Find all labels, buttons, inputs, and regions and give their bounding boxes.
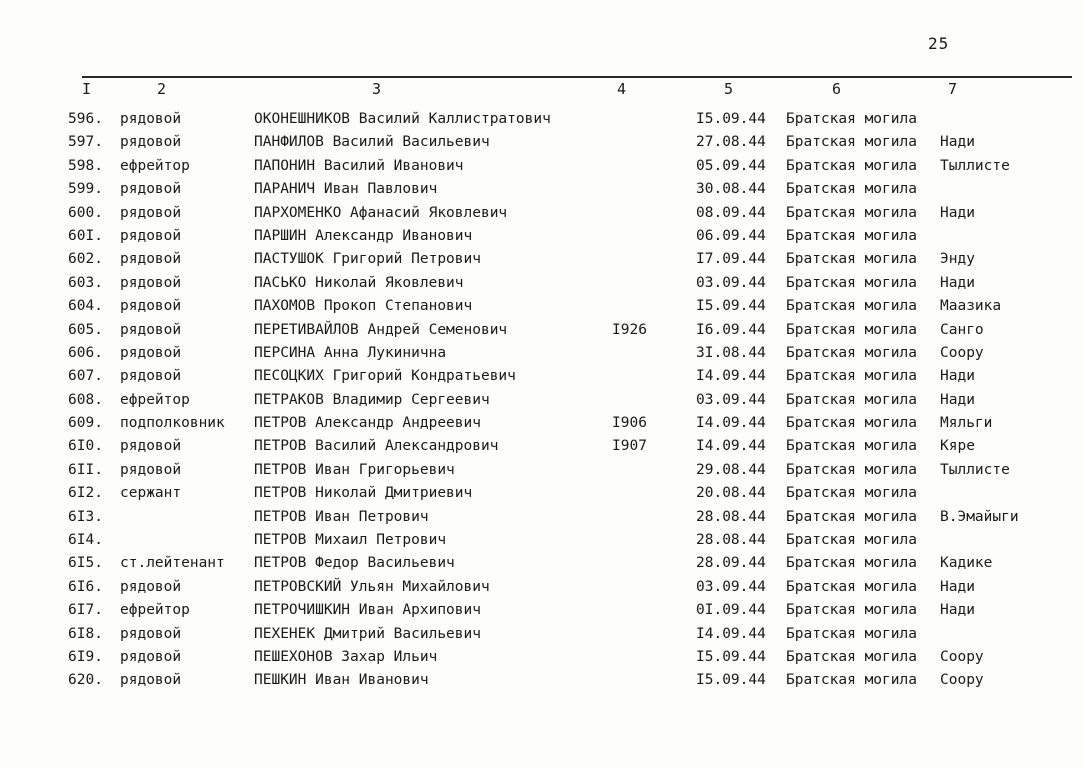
record-burial-place: Нади	[940, 368, 975, 385]
record-name: ПЕШЕХОНОВ Захар Ильич	[254, 648, 438, 665]
record-rank: ефрейтор	[120, 391, 190, 408]
record-rank: рядовой	[120, 672, 182, 689]
record-burial-type: Братская могила	[786, 672, 917, 689]
record-death-date: 03.09.44	[696, 391, 766, 408]
record-burial-place: Соору	[940, 344, 984, 361]
record-burial-type: Братская могила	[786, 485, 917, 502]
table-row	[0, 365, 1083, 388]
table-row	[0, 342, 1083, 365]
column-header-4: 4	[617, 80, 627, 98]
table-row	[0, 319, 1083, 342]
record-burial-type: Братская могила	[786, 134, 917, 151]
record-burial-type: Братская могила	[786, 532, 917, 549]
record-burial-place: Санго	[940, 321, 984, 338]
record-burial-place: Тыллисте	[940, 157, 1010, 174]
record-number: 6I7.	[68, 602, 103, 619]
record-burial-type: Братская могила	[786, 461, 917, 478]
record-burial-place: Соору	[940, 648, 984, 665]
record-rank: рядовой	[120, 648, 182, 665]
record-number: 602.	[68, 251, 103, 268]
record-rank: рядовой	[120, 578, 182, 595]
table-row	[0, 529, 1083, 552]
record-burial-type: Братская могила	[786, 204, 917, 221]
record-name: ПЕТРАКОВ Владимир Сергеевич	[254, 391, 490, 408]
record-death-date: I5.09.44	[696, 672, 766, 689]
record-burial-type: Братская могила	[786, 111, 917, 127]
record-rank: ефрейтор	[120, 157, 190, 174]
record-rank: рядовой	[120, 274, 182, 291]
record-number: 608.	[68, 391, 103, 408]
record-birth-year: I907	[612, 438, 647, 455]
record-rank: рядовой	[120, 298, 182, 315]
table-row	[0, 506, 1083, 529]
table-row	[0, 131, 1083, 154]
record-burial-place: Соору	[940, 672, 984, 689]
record-rank: рядовой	[120, 368, 182, 385]
record-death-date: I4.09.44	[696, 438, 766, 455]
record-name: ПЕШКИН Иван Иванович	[254, 672, 429, 689]
record-number: 620.	[68, 672, 103, 689]
record-burial-place: Нади	[940, 391, 975, 408]
record-death-date: I4.09.44	[696, 415, 766, 432]
record-burial-type: Братская могила	[786, 368, 917, 385]
record-number: 6I2.	[68, 485, 103, 502]
record-death-date: 28.08.44	[696, 508, 766, 525]
record-rank: рядовой	[120, 461, 182, 478]
record-burial-type: Братская могила	[786, 344, 917, 361]
record-burial-type: Братская могила	[786, 578, 917, 595]
record-death-date: I4.09.44	[696, 368, 766, 385]
record-death-date: 05.09.44	[696, 157, 766, 174]
table-row	[0, 669, 1083, 692]
table-row	[0, 248, 1083, 271]
record-name: ПЕТРОВ Федор Васильевич	[254, 555, 455, 572]
record-number: 6II.	[68, 461, 103, 478]
record-burial-place: Нади	[940, 578, 975, 595]
record-name: ПЕТРОВСКИЙ Ульян Михайлович	[254, 578, 490, 595]
record-name: ПЕТРОВ Иван Петрович	[254, 508, 429, 525]
column-header-1: I	[82, 80, 92, 98]
record-number: 6I5.	[68, 555, 103, 572]
record-rank: ефрейтор	[120, 602, 190, 619]
record-name: ПАНФИЛОВ Василий Васильевич	[254, 134, 490, 151]
record-name: ПАСТУШОК Григорий Петрович	[254, 251, 481, 268]
record-rank: рядовой	[120, 134, 182, 151]
record-name: ОКОНЕШНИКОВ Василий Каллистратович	[254, 111, 551, 127]
table-row	[0, 202, 1083, 225]
record-rank: рядовой	[120, 344, 182, 361]
record-death-date: I4.09.44	[696, 625, 766, 642]
record-burial-place: Нади	[940, 204, 975, 221]
record-death-date: 06.09.44	[696, 227, 766, 244]
record-death-date: 3I.08.44	[696, 344, 766, 361]
records-list	[0, 108, 1083, 693]
record-death-date: I5.09.44	[696, 648, 766, 665]
table-row	[0, 155, 1083, 178]
record-burial-type: Братская могила	[786, 415, 917, 432]
record-burial-place: Нади	[940, 274, 975, 291]
record-rank: рядовой	[120, 111, 182, 127]
column-header-3: 3	[372, 80, 382, 98]
record-death-date: 03.09.44	[696, 274, 766, 291]
record-number: 603.	[68, 274, 103, 291]
table-row	[0, 623, 1083, 646]
record-burial-place: Кяре	[940, 438, 975, 455]
column-header-7: 7	[948, 80, 958, 98]
record-name: ПЕТРОЧИШКИН Иван Архипович	[254, 602, 481, 619]
record-burial-type: Братская могила	[786, 298, 917, 315]
record-name: ПАПОНИН Василий Иванович	[254, 157, 464, 174]
record-burial-type: Братская могила	[786, 438, 917, 455]
table-row	[0, 389, 1083, 412]
record-burial-place: Кадике	[940, 555, 993, 572]
record-name: ПАХОМОВ Прокоп Степанович	[254, 298, 473, 315]
record-name: ПАСЬКО Николай Яковлевич	[254, 274, 464, 291]
table-row	[0, 599, 1083, 622]
table-row	[0, 576, 1083, 599]
record-death-date: 0I.09.44	[696, 602, 766, 619]
table-row	[0, 412, 1083, 435]
record-number: 6I9.	[68, 648, 103, 665]
record-number: 607.	[68, 368, 103, 385]
table-row	[0, 482, 1083, 505]
record-name: ПАРХОМЕНКО Афанасий Яковлевич	[254, 204, 508, 221]
record-burial-type: Братская могила	[786, 391, 917, 408]
table-row	[0, 225, 1083, 248]
record-rank: рядовой	[120, 251, 182, 268]
record-number: 598.	[68, 157, 103, 174]
record-rank: рядовой	[120, 181, 182, 198]
record-number: 609.	[68, 415, 103, 432]
record-name: ПАРШИН Александр Иванович	[254, 227, 473, 244]
record-rank: рядовой	[120, 227, 182, 244]
column-header-5: 5	[724, 80, 734, 98]
record-burial-place: В.Эмайыги	[940, 508, 1019, 525]
record-number: 6I8.	[68, 625, 103, 642]
record-name: ПЕТРОВ Михаил Петрович	[254, 532, 447, 549]
column-header-6: 6	[832, 80, 842, 98]
table-row	[0, 295, 1083, 318]
record-rank: сержант	[120, 485, 182, 502]
table-row	[0, 178, 1083, 201]
record-name: ПЕРЕТИВАЙЛОВ Андрей Семенович	[254, 321, 508, 338]
record-death-date: I5.09.44	[696, 111, 766, 127]
record-burial-place: Мяльги	[940, 415, 993, 432]
record-rank: рядовой	[120, 438, 182, 455]
record-death-date: 27.08.44	[696, 134, 766, 151]
record-number: 60I.	[68, 227, 103, 244]
record-burial-place: Тыллисте	[940, 461, 1010, 478]
table-row	[0, 435, 1083, 458]
record-number: 597.	[68, 134, 103, 151]
record-burial-place: Нади	[940, 602, 975, 619]
record-death-date: 30.08.44	[696, 181, 766, 198]
header-rule	[82, 76, 1072, 78]
record-rank: рядовой	[120, 625, 182, 642]
record-death-date: 20.08.44	[696, 485, 766, 502]
page-number: 25	[928, 34, 950, 53]
record-rank: рядовой	[120, 204, 182, 221]
record-burial-type: Братская могила	[786, 181, 917, 198]
record-number: 604.	[68, 298, 103, 315]
table-row	[0, 646, 1083, 669]
record-death-date: I5.09.44	[696, 298, 766, 315]
record-burial-type: Братская могила	[786, 602, 917, 619]
record-number: 599.	[68, 181, 103, 198]
table-row	[0, 108, 1083, 131]
record-number: 600.	[68, 204, 103, 221]
record-name: ПЕРСИНА Анна Лукинична	[254, 344, 447, 361]
record-number: 6I4.	[68, 532, 103, 549]
record-burial-place: Маазика	[940, 298, 1002, 315]
record-name: ПЕТРОВ Иван Григорьевич	[254, 461, 455, 478]
record-number: 606.	[68, 344, 103, 361]
record-rank: рядовой	[120, 321, 182, 338]
record-birth-year: I926	[612, 321, 647, 338]
record-number: 6I6.	[68, 578, 103, 595]
record-burial-type: Братская могила	[786, 274, 917, 291]
record-death-date: 29.08.44	[696, 461, 766, 478]
record-name: ПЕТРОВ Николай Дмитриевич	[254, 485, 473, 502]
table-row	[0, 552, 1083, 575]
record-burial-type: Братская могила	[786, 508, 917, 525]
record-death-date: 03.09.44	[696, 578, 766, 595]
record-name: ПЕТРОВ Александр Андреевич	[254, 415, 481, 432]
record-death-date: 28.08.44	[696, 532, 766, 549]
table-row	[0, 459, 1083, 482]
record-number: 6I3.	[68, 508, 103, 525]
record-burial-type: Братская могила	[786, 555, 917, 572]
record-death-date: I7.09.44	[696, 251, 766, 268]
record-rank: подполковник	[120, 415, 225, 432]
record-death-date: I6.09.44	[696, 321, 766, 338]
record-death-date: 28.09.44	[696, 555, 766, 572]
table-row	[0, 272, 1083, 295]
record-burial-type: Братская могила	[786, 157, 917, 174]
record-burial-place: Нади	[940, 134, 975, 151]
record-burial-type: Братская могила	[786, 625, 917, 642]
record-burial-place: Энду	[940, 251, 975, 268]
record-burial-type: Братская могила	[786, 321, 917, 338]
record-name: ПЕСОЦКИХ Григорий Кондратьевич	[254, 368, 516, 385]
record-burial-type: Братская могила	[786, 251, 917, 268]
record-number: 596.	[68, 111, 103, 127]
record-death-date: 08.09.44	[696, 204, 766, 221]
column-header-2: 2	[157, 80, 167, 98]
record-number: 605.	[68, 321, 103, 338]
record-burial-type: Братская могила	[786, 227, 917, 244]
record-rank: ст.лейтенант	[120, 555, 225, 572]
record-number: 6I0.	[68, 438, 103, 455]
record-birth-year: I906	[612, 415, 647, 432]
record-name: ПЕТРОВ Василий Александрович	[254, 438, 499, 455]
record-burial-type: Братская могила	[786, 648, 917, 665]
record-name: ПАРАНИЧ Иван Павлович	[254, 181, 438, 198]
record-name: ПЕХЕНЕК Дмитрий Васильевич	[254, 625, 481, 642]
